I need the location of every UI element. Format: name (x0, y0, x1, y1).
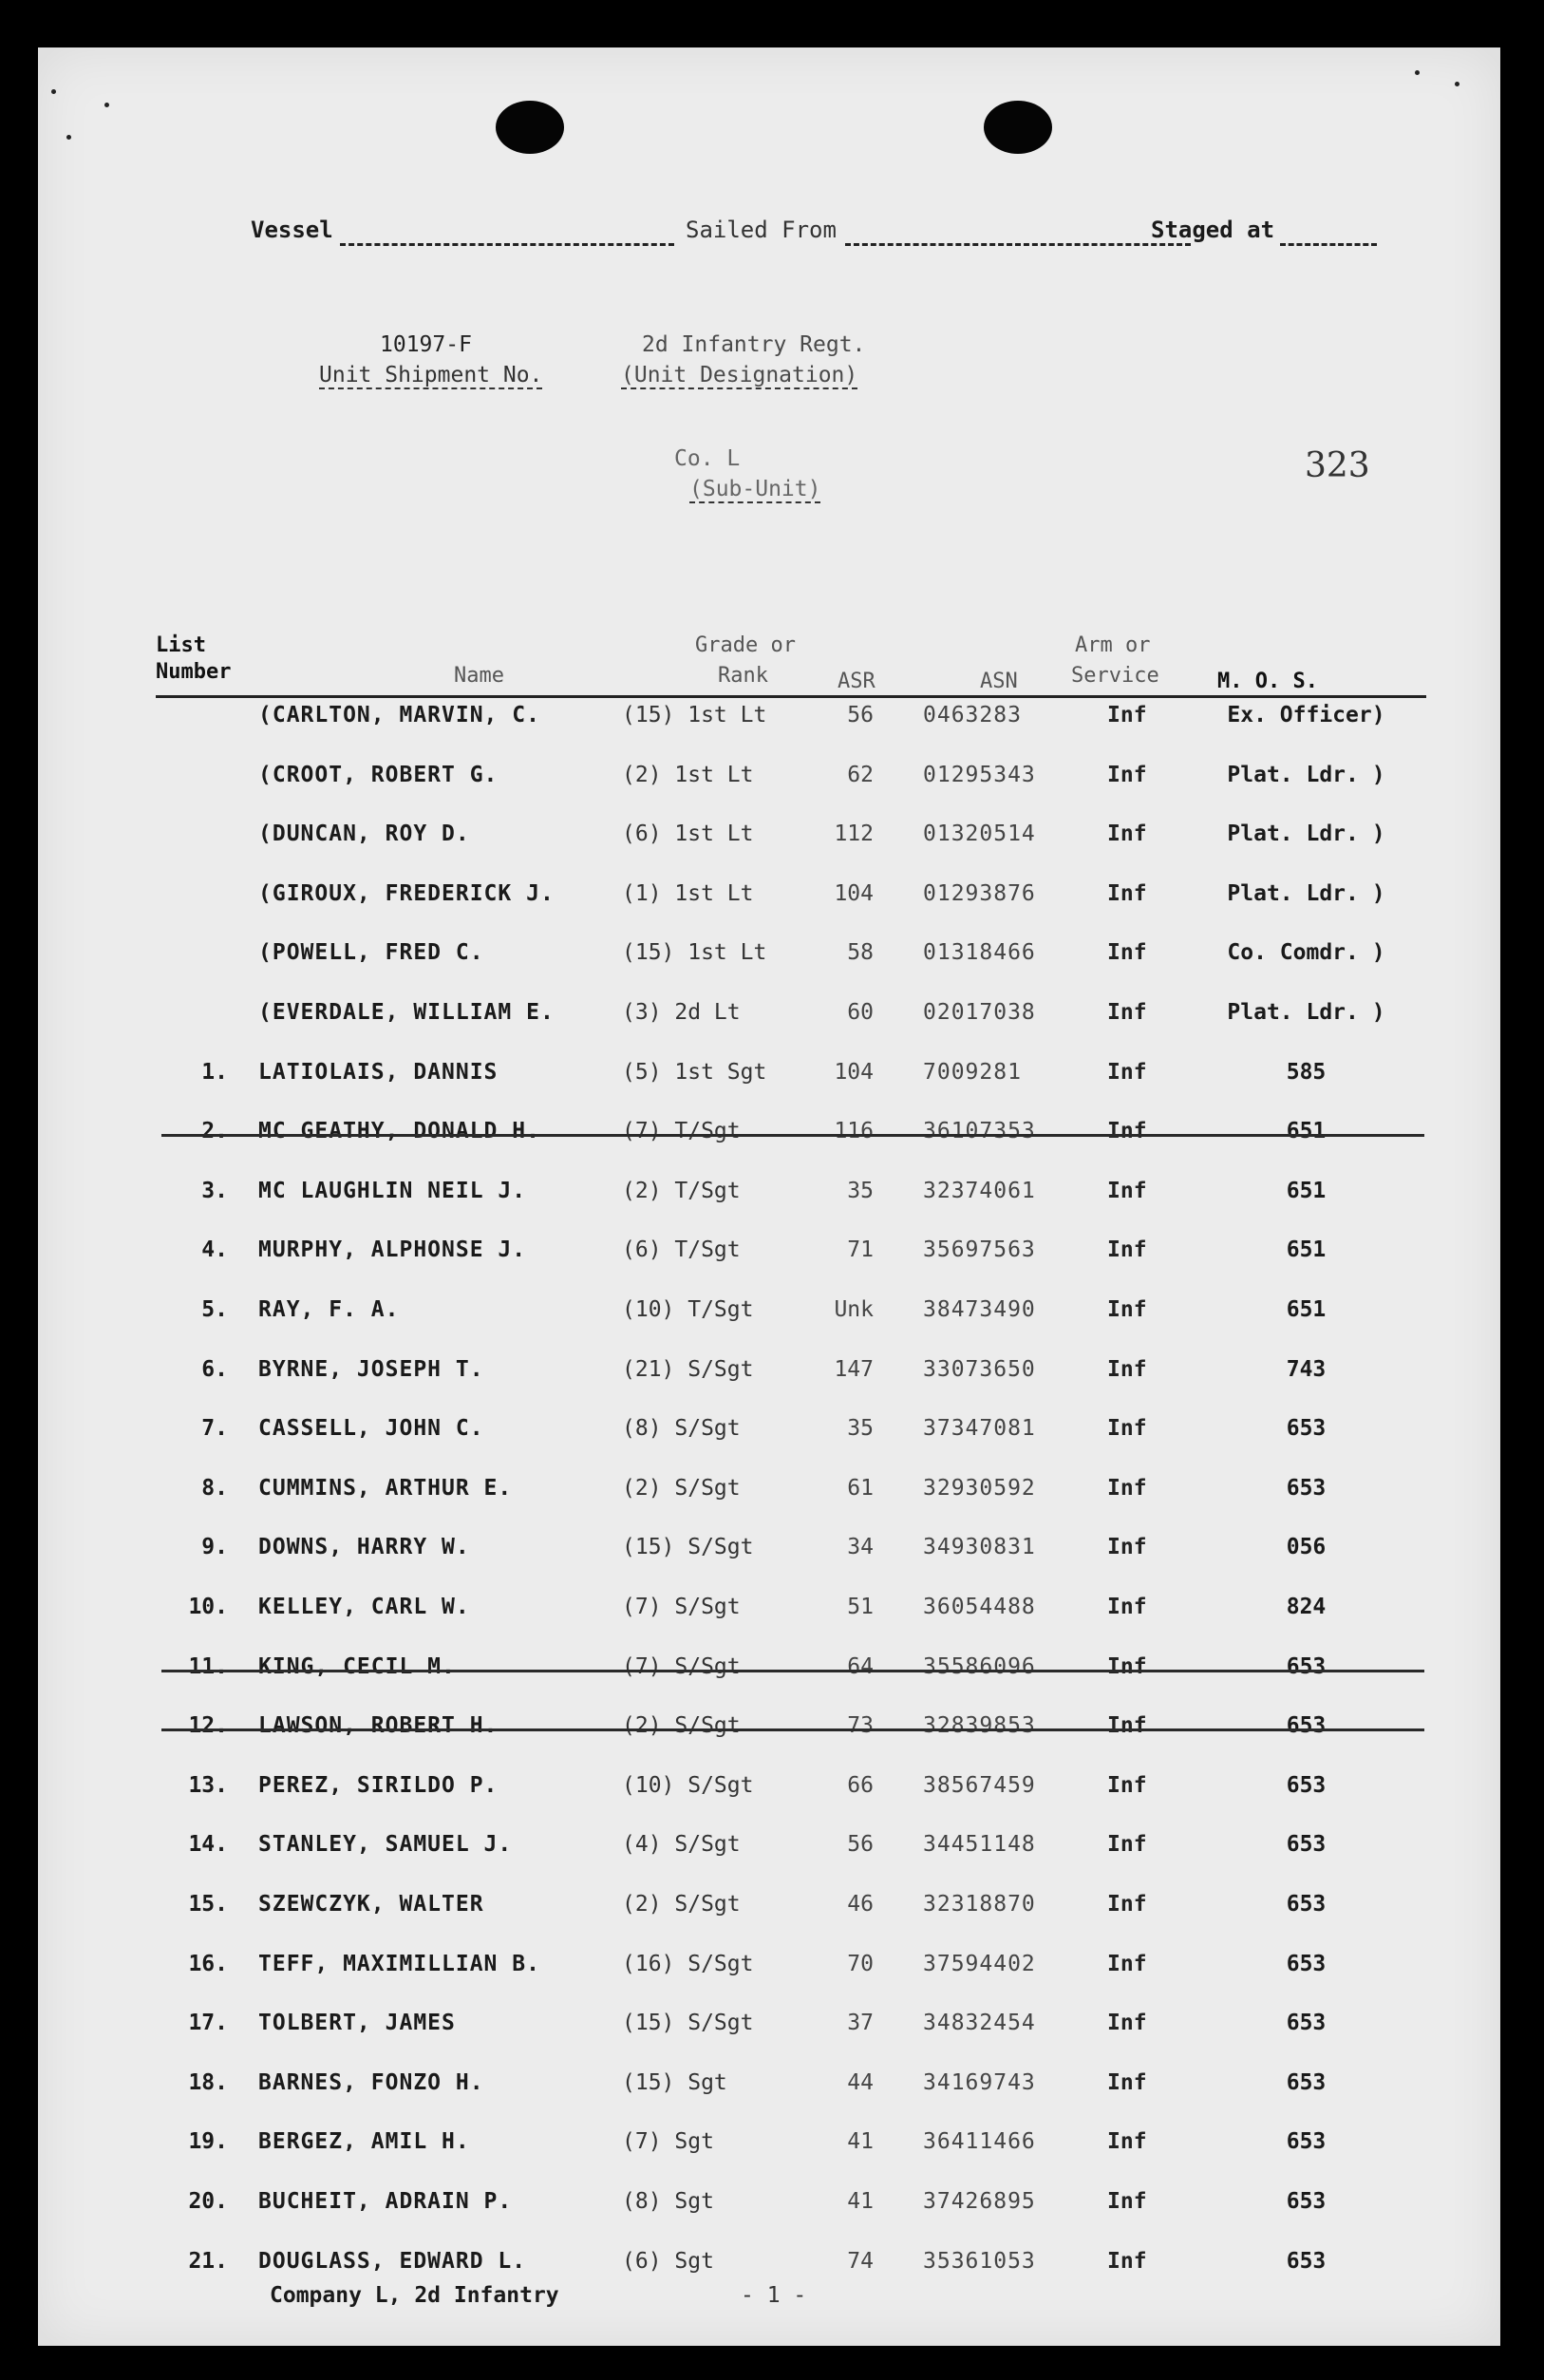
cell-grade: (8) S/Sgt (622, 1416, 741, 1442)
table-row (38, 703, 1500, 762)
footer-company: Company L, 2d Infantry (270, 2283, 559, 2308)
cell-num: 9. (201, 1535, 228, 1560)
cell-mos: 653 (1286, 1713, 1327, 1739)
cell-grade: (3) 2d Lt (622, 1000, 741, 1025)
table-row (38, 1179, 1500, 1237)
page-number: 323 (1305, 446, 1370, 485)
cell-num: 11. (188, 1653, 228, 1679)
unit-shipment-value: 10197-F (380, 332, 472, 357)
cell-num: 7. (201, 1416, 228, 1442)
cell-num: 8. (201, 1475, 228, 1501)
cell-name: STANLEY, SAMUEL J. (258, 1832, 513, 1858)
cell-grade: (6) Sgt (622, 2248, 714, 2274)
cell-arm: Inf (1107, 1713, 1147, 1739)
cell-grade: (2) S/Sgt (622, 1713, 741, 1739)
cell-mos: 653 (1286, 2189, 1327, 2214)
cell-grade: (4) S/Sgt (622, 1832, 741, 1858)
table-row (38, 1476, 1500, 1535)
cell-asn: 36411466 (923, 2129, 1036, 2155)
cell-asr: 46 (847, 1892, 874, 1917)
col-asn: ASN (980, 670, 1018, 693)
cell-asn: 01320514 (923, 822, 1036, 847)
cell-mos: 056 (1286, 1535, 1327, 1560)
strikethrough-line (161, 1728, 1424, 1731)
cell-asr: 58 (847, 940, 874, 966)
cell-asr: 71 (847, 1237, 874, 1263)
cell-num: 13. (188, 1772, 228, 1798)
cell-asr: 56 (847, 703, 874, 727)
sailed-from-label: Sailed From (686, 217, 837, 243)
col-mos: M. O. S. (1217, 670, 1318, 693)
cell-grade: (7) S/Sgt (622, 1595, 741, 1619)
punch-hole-left (496, 101, 564, 154)
cell-asn: 34169743 (923, 2069, 1036, 2095)
cell-mos: 651 (1286, 1178, 1327, 1203)
paper-speck (1415, 70, 1420, 75)
paper-speck (66, 135, 71, 140)
cell-arm: Inf (1107, 1059, 1147, 1085)
cell-name: TEFF, MAXIMILLIAN B. (258, 1951, 540, 1976)
table-row (38, 1297, 1500, 1356)
cell-name: MC LAUGHLIN NEIL J. (258, 1178, 527, 1203)
cell-num: 12. (188, 1713, 228, 1739)
cell-name: KELLEY, CARL W. (258, 1595, 470, 1619)
cell-asr: 104 (834, 880, 874, 906)
staged-at-label: Staged at (1151, 217, 1275, 243)
table-row (38, 822, 1500, 880)
cell-arm: Inf (1107, 1892, 1147, 1917)
cell-grade: (2) S/Sgt (622, 1892, 741, 1917)
cell-name: (EVERDALE, WILLIAM E. (258, 1000, 555, 1025)
cell-arm: Inf (1107, 940, 1147, 966)
col-name: Name (454, 664, 504, 688)
cell-mos: 653 (1286, 2248, 1327, 2274)
cell-name: DOWNS, HARRY W. (258, 1535, 470, 1560)
table-row (38, 2129, 1500, 2188)
table-row (38, 2011, 1500, 2069)
header-rule (156, 695, 1426, 698)
cell-arm: Inf (1107, 1416, 1147, 1442)
col-list-number-line2: Number (156, 660, 232, 684)
cell-grade: (7) T/Sgt (622, 1119, 741, 1144)
col-arm-line2: Service (1071, 664, 1159, 688)
cell-name: RAY, F. A. (258, 1297, 400, 1322)
cell-asr: 112 (834, 822, 874, 847)
cell-grade: (2) 1st Lt (622, 762, 754, 787)
table-row (38, 1832, 1500, 1891)
cell-arm: Inf (1107, 2011, 1147, 2036)
cell-asr: 104 (834, 1059, 874, 1085)
cell-asn: 32374061 (923, 1178, 1036, 1203)
cell-grade: (10) S/Sgt (622, 1772, 754, 1798)
table-row (38, 1773, 1500, 1832)
cell-asn: 01318466 (923, 940, 1036, 966)
cell-arm: Inf (1107, 2248, 1147, 2274)
strikethrough-line (161, 1134, 1424, 1137)
cell-mos: 653 (1286, 1951, 1327, 1976)
table-row (38, 1713, 1500, 1772)
table-row (38, 1000, 1500, 1059)
cell-grade: (15) S/Sgt (622, 2011, 754, 2036)
cell-mos: 653 (1286, 2069, 1327, 2095)
cell-asr: 51 (847, 1595, 874, 1619)
cell-asn: 37426895 (923, 2189, 1036, 2214)
cell-grade: (6) T/Sgt (622, 1237, 741, 1263)
cell-arm: Inf (1107, 1951, 1147, 1976)
cell-name: PEREZ, SIRILDO P. (258, 1772, 499, 1798)
cell-grade: (7) S/Sgt (622, 1653, 741, 1679)
cell-asr: 66 (847, 1772, 874, 1798)
cell-grade: (21) S/Sgt (622, 1356, 754, 1382)
cell-mos: Co. Comdr. ) (1227, 940, 1385, 966)
cell-mos: 651 (1286, 1297, 1327, 1322)
cell-name: (POWELL, FRED C. (258, 940, 484, 966)
col-arm-line1: Arm or (1075, 633, 1151, 657)
cell-asn: 01293876 (923, 880, 1036, 906)
sub-unit-label: (Sub-Unit) (689, 477, 821, 501)
cell-arm: Inf (1107, 2069, 1147, 2095)
cell-arm: Inf (1107, 1119, 1147, 1144)
cell-name: (DUNCAN, ROY D. (258, 822, 470, 847)
cell-asn: 35361053 (923, 2248, 1036, 2274)
table-row (38, 1119, 1500, 1178)
cell-mos: Plat. Ldr. ) (1227, 822, 1385, 847)
cell-grade: (8) Sgt (622, 2189, 714, 2214)
cell-name: BYRNE, JOSEPH T. (258, 1356, 484, 1382)
strikethrough-line (161, 1670, 1424, 1672)
cell-asn: 02017038 (923, 1000, 1036, 1025)
cell-name: CASSELL, JOHN C. (258, 1416, 484, 1442)
table-row (38, 1237, 1500, 1296)
cell-arm: Inf (1107, 762, 1147, 787)
cell-arm: Inf (1107, 1000, 1147, 1025)
table-row (38, 1535, 1500, 1594)
table-row (38, 940, 1500, 999)
cell-arm: Inf (1107, 1237, 1147, 1263)
cell-grade: (5) 1st Sgt (622, 1059, 767, 1085)
cell-arm: Inf (1107, 1297, 1147, 1322)
cell-mos: 653 (1286, 1772, 1327, 1798)
cell-grade: (2) T/Sgt (622, 1178, 741, 1203)
table-row (38, 2070, 1500, 2129)
cell-arm: Inf (1107, 1356, 1147, 1382)
cell-asn: 32930592 (923, 1475, 1036, 1501)
cell-mos: Plat. Ldr. ) (1227, 880, 1385, 906)
cell-num: 10. (188, 1595, 228, 1619)
cell-mos: 653 (1286, 2011, 1327, 2036)
cell-num: 2. (201, 1119, 228, 1144)
col-list-number-line1: List (156, 633, 206, 657)
table-row (38, 1595, 1500, 1653)
cell-name: KING, CECIL M. (258, 1653, 456, 1679)
unit-shipment-label: Unit Shipment No. (319, 363, 543, 387)
cell-arm: Inf (1107, 2189, 1147, 2214)
table-row (38, 1654, 1500, 1713)
cell-name: DOUGLASS, EDWARD L. (258, 2248, 527, 2274)
vessel-label: Vessel (251, 217, 333, 243)
cell-asr: 44 (847, 2069, 874, 2095)
cell-name: SZEWCZYK, WALTER (258, 1892, 484, 1917)
col-grade-line2: Rank (718, 664, 768, 688)
cell-num: 20. (188, 2189, 228, 2214)
cell-asr: Unk (834, 1297, 874, 1322)
cell-mos: 653 (1286, 1653, 1327, 1679)
cell-num: 4. (201, 1237, 228, 1263)
cell-grade: (15) 1st Lt (622, 940, 767, 966)
cell-name: MURPHY, ALPHONSE J. (258, 1237, 527, 1263)
table-row (38, 2189, 1500, 2248)
cell-name: BUCHEIT, ADRAIN P. (258, 2189, 513, 2214)
cell-mos: Ex. Officer) (1227, 703, 1385, 727)
cell-num: 17. (188, 2011, 228, 2036)
col-grade-line1: Grade or (695, 633, 796, 657)
cell-asn: 37347081 (923, 1416, 1036, 1442)
unit-designation-value: 2d Infantry Regt. (642, 332, 866, 357)
cell-arm: Inf (1107, 1772, 1147, 1798)
cell-grade: (10) T/Sgt (622, 1297, 754, 1322)
cell-name: LATIOLAIS, DANNIS (258, 1059, 499, 1085)
cell-asr: 41 (847, 2129, 874, 2155)
cell-mos: 651 (1286, 1119, 1327, 1144)
cell-asn: 38567459 (923, 1772, 1036, 1798)
staged-at-line (1280, 243, 1377, 246)
cell-asn: 7009281 (923, 1059, 1022, 1085)
cell-asr: 37 (847, 2011, 874, 2036)
cell-mos: 743 (1286, 1356, 1327, 1382)
cell-num: 14. (188, 1832, 228, 1858)
cell-mos: Plat. Ldr. ) (1227, 1000, 1385, 1025)
table-row (38, 1952, 1500, 2011)
cell-arm: Inf (1107, 1178, 1147, 1203)
sailed-from-line (845, 243, 1191, 246)
table-row (38, 1416, 1500, 1475)
cell-grade: (15) S/Sgt (622, 1535, 754, 1560)
cell-arm: Inf (1107, 703, 1147, 727)
paper-speck (51, 89, 56, 94)
cell-num: 3. (201, 1178, 228, 1203)
cell-asn: 36054488 (923, 1595, 1036, 1619)
cell-arm: Inf (1107, 1535, 1147, 1560)
cell-grade: (15) 1st Lt (622, 703, 767, 727)
cell-mos: 653 (1286, 1475, 1327, 1501)
cell-num: 1. (201, 1059, 228, 1085)
vessel-line (340, 243, 674, 246)
cell-asr: 56 (847, 1832, 874, 1858)
cell-grade: (7) Sgt (622, 2129, 714, 2155)
cell-asn: 32318870 (923, 1892, 1036, 1917)
cell-mos: 653 (1286, 1892, 1327, 1917)
cell-asr: 73 (847, 1713, 874, 1739)
cell-name: BARNES, FONZO H. (258, 2069, 484, 2095)
cell-asr: 116 (834, 1119, 874, 1144)
cell-grade: (15) Sgt (622, 2069, 727, 2095)
punch-hole-right (984, 101, 1052, 154)
cell-arm: Inf (1107, 1595, 1147, 1619)
sub-unit-value: Co. L (674, 446, 741, 471)
cell-asr: 64 (847, 1653, 874, 1679)
cell-mos: 653 (1286, 1416, 1327, 1442)
cell-asr: 61 (847, 1475, 874, 1501)
cell-arm: Inf (1107, 1832, 1147, 1858)
cell-asr: 74 (847, 2248, 874, 2274)
cell-asn: 33073650 (923, 1356, 1036, 1382)
cell-asr: 60 (847, 1000, 874, 1025)
cell-arm: Inf (1107, 880, 1147, 906)
cell-asn: 32839853 (923, 1713, 1036, 1739)
cell-num: 6. (201, 1356, 228, 1382)
cell-asn: 35697563 (923, 1237, 1036, 1263)
cell-num: 21. (188, 2248, 228, 2274)
cell-grade: (16) S/Sgt (622, 1951, 754, 1976)
cell-name: LAWSON, ROBERT H. (258, 1713, 499, 1739)
cell-asn: 34832454 (923, 2011, 1036, 2036)
table-row (38, 1357, 1500, 1416)
cell-mos: 653 (1286, 1832, 1327, 1858)
cell-mos: Plat. Ldr. ) (1227, 762, 1385, 787)
cell-mos: 651 (1286, 1237, 1327, 1263)
cell-name: BERGEZ, AMIL H. (258, 2129, 470, 2155)
cell-asn: 0463283 (923, 703, 1022, 727)
cell-num: 18. (188, 2069, 228, 2095)
cell-asr: 147 (834, 1356, 874, 1382)
table-row (38, 1892, 1500, 1951)
cell-asr: 62 (847, 762, 874, 787)
cell-mos: 824 (1286, 1595, 1327, 1619)
cell-asn: 01295343 (923, 762, 1036, 787)
cell-name: (GIROUX, FREDERICK J. (258, 880, 555, 906)
table-row (38, 881, 1500, 940)
cell-num: 16. (188, 1951, 228, 1976)
cell-asn: 34930831 (923, 1535, 1036, 1560)
cell-asn: 34451148 (923, 1832, 1036, 1858)
cell-arm: Inf (1107, 1475, 1147, 1501)
table-row (38, 763, 1500, 822)
cell-asn: 37594402 (923, 1951, 1036, 1976)
footer-page: - 1 - (741, 2283, 807, 2308)
col-asr: ASR (838, 670, 876, 693)
cell-asn: 36107353 (923, 1119, 1036, 1144)
unit-designation-label: (Unit Designation) (621, 363, 858, 387)
cell-grade: (1) 1st Lt (622, 880, 754, 906)
table-row (38, 1060, 1500, 1119)
cell-name: CUMMINS, ARTHUR E. (258, 1475, 513, 1501)
cell-arm: Inf (1107, 1653, 1147, 1679)
cell-name: TOLBERT, JAMES (258, 2011, 456, 2036)
cell-asr: 35 (847, 1416, 874, 1442)
cell-mos: 653 (1286, 2129, 1327, 2155)
cell-num: 15. (188, 1892, 228, 1917)
cell-asn: 35586096 (923, 1653, 1036, 1679)
cell-mos: 585 (1286, 1059, 1327, 1085)
cell-name: (CARLTON, MARVIN, C. (258, 703, 540, 727)
cell-asr: 34 (847, 1535, 874, 1560)
cell-grade: (2) S/Sgt (622, 1475, 741, 1501)
cell-arm: Inf (1107, 2129, 1147, 2155)
cell-num: 5. (201, 1297, 228, 1322)
cell-asr: 70 (847, 1951, 874, 1976)
cell-arm: Inf (1107, 822, 1147, 847)
roster-page (38, 47, 1500, 2346)
paper-speck (1455, 82, 1459, 86)
cell-asr: 35 (847, 1178, 874, 1203)
cell-name: MC GEATHY, DONALD H. (258, 1119, 540, 1144)
cell-asr: 41 (847, 2189, 874, 2214)
cell-asn: 38473490 (923, 1297, 1036, 1322)
cell-name: (CROOT, ROBERT G. (258, 762, 499, 787)
cell-num: 19. (188, 2129, 228, 2155)
cell-grade: (6) 1st Lt (622, 822, 754, 847)
paper-speck (104, 103, 109, 107)
